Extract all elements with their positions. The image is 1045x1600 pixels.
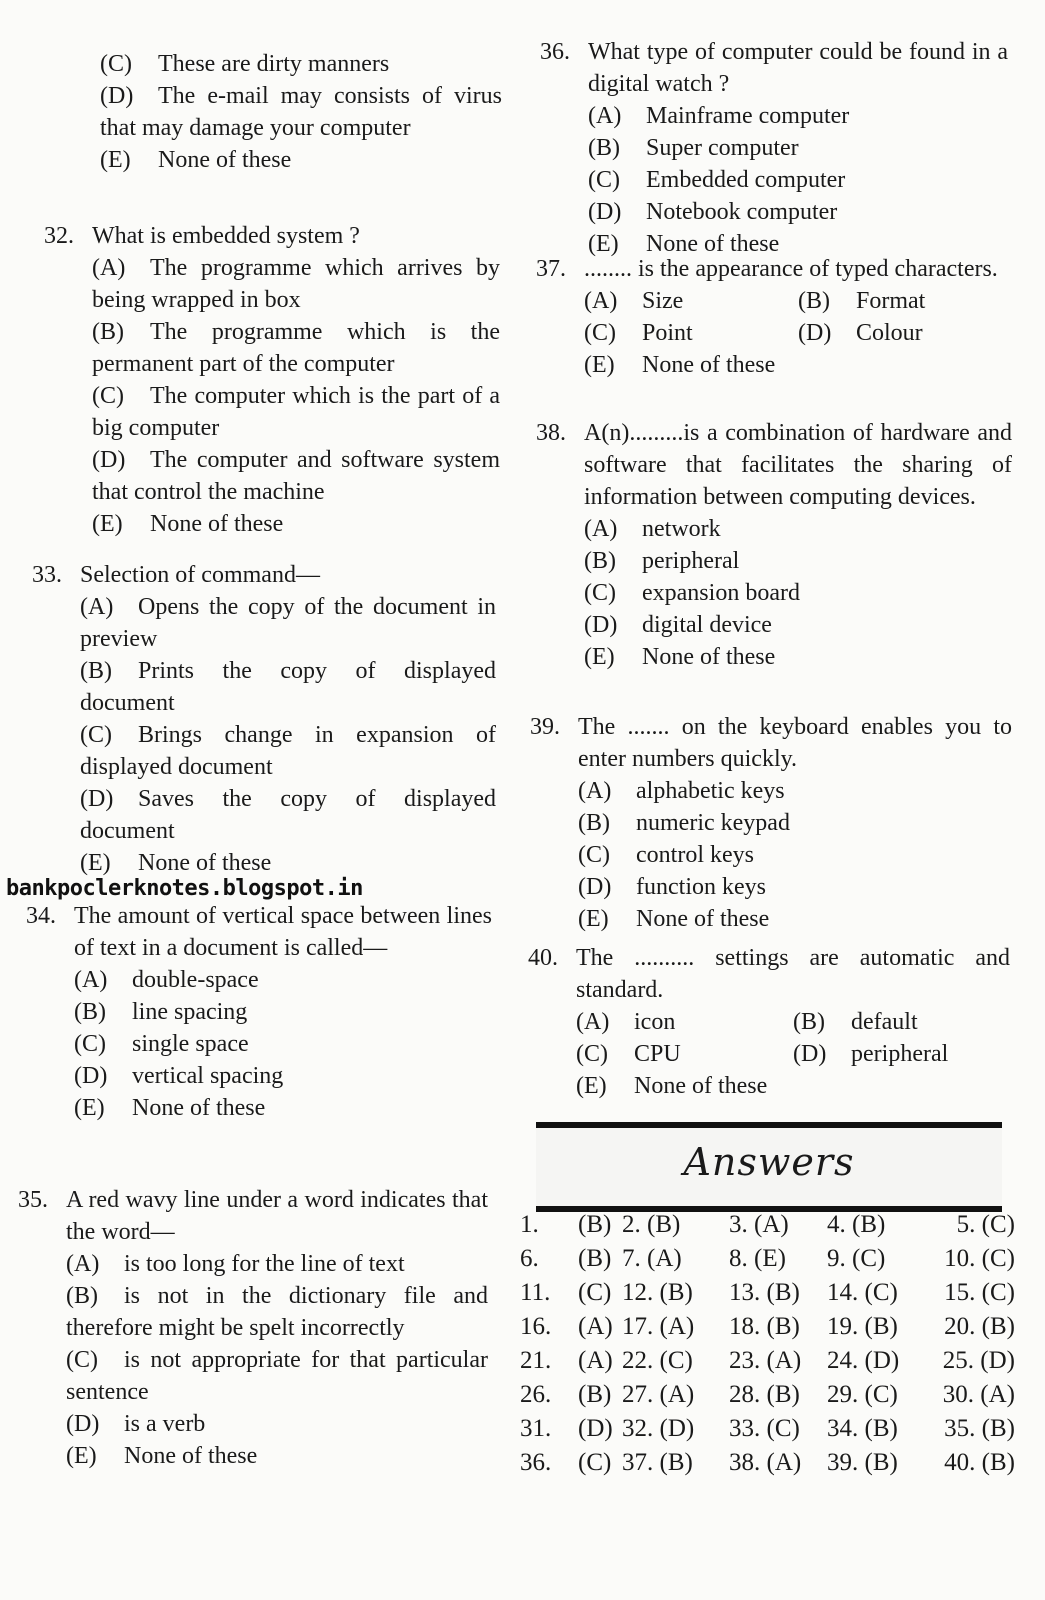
question-number: 37. (536, 256, 566, 282)
answer-cell: (B) (578, 1211, 612, 1238)
option-label: (E) (578, 906, 609, 932)
option-text: Super computer (646, 135, 799, 161)
answer-cell: 2. (B) (622, 1211, 681, 1238)
option-text: The computer and software system that control the machine (92, 447, 500, 505)
option-text: digital device (642, 612, 772, 638)
option-text: Opens the copy of the document in preview (80, 594, 496, 652)
option-text: The e-mail may consists of virus that may damage your computer (100, 83, 502, 141)
question-number: 38. (536, 420, 566, 446)
option (74, 1092, 492, 1124)
option-text: None of these (646, 231, 780, 257)
question-35 (18, 1184, 488, 1472)
question-text: The .......... settings are automatic and standard. (576, 945, 1010, 1003)
option-text: None of these (150, 511, 284, 537)
option-label: (C) (578, 842, 610, 868)
question-header (540, 36, 1008, 100)
answer-cell: 38. (A) (729, 1449, 802, 1476)
option-label: (B) (66, 1283, 98, 1309)
option-text: Mainframe computer (646, 103, 850, 129)
option (584, 513, 1012, 545)
option (92, 508, 500, 540)
answer-cell: 12. (B) (622, 1279, 693, 1306)
option-label: (A) (66, 1251, 100, 1277)
answer-cell: 16. (520, 1313, 552, 1340)
option (74, 1028, 492, 1060)
option-text: Notebook computer (646, 199, 838, 225)
answer-cell: (C) (578, 1279, 612, 1306)
option-label: (E) (66, 1443, 97, 1469)
question-40 (528, 942, 1010, 1102)
question-37 (536, 253, 1012, 381)
answer-cell: 4. (B) (827, 1211, 886, 1238)
option-label: (A) (92, 255, 126, 281)
option-label: (D) (92, 447, 126, 473)
option-text: icon (634, 1009, 676, 1035)
answer-row (520, 1276, 1015, 1310)
option-text: The programme which is the permanent part of the computer (92, 319, 500, 377)
answer-cell: 28. (B) (729, 1381, 800, 1408)
answer-row (520, 1446, 1015, 1480)
option (100, 144, 502, 176)
question-header (32, 559, 496, 591)
option-text: None of these (124, 1443, 258, 1469)
option-label: (A) (80, 594, 114, 620)
question-text: What type of computer could be found in a digital watch ? (588, 39, 1008, 97)
option-text: CPU (634, 1041, 681, 1067)
option-text: function keys (636, 874, 766, 900)
option (578, 903, 1012, 935)
answer-cell: 39. (B) (827, 1449, 898, 1476)
option-label: (C) (584, 580, 616, 606)
option (578, 839, 1012, 871)
option (578, 871, 1012, 903)
option (588, 132, 1008, 164)
question-number: 32. (44, 223, 74, 249)
option-text: Embedded computer (646, 167, 846, 193)
question-text: Selection of command— (80, 562, 320, 588)
option-label: (E) (92, 511, 123, 537)
option-label: (C) (92, 383, 124, 409)
option-label: (D) (100, 83, 134, 109)
answer-row (520, 1344, 1015, 1378)
option-label: (B) (80, 658, 112, 684)
option-label: (C) (74, 1031, 106, 1057)
option-text: Size (642, 288, 684, 314)
option-text: None of these (642, 352, 776, 378)
question-number: 39. (530, 714, 560, 740)
answer-cell: 25. (D) (942, 1347, 1015, 1374)
option-label: (E) (80, 850, 111, 876)
option-label: (B) (584, 548, 616, 574)
answer-cell: 24. (D) (827, 1347, 900, 1374)
option-label: (E) (74, 1095, 105, 1121)
question-number: 35. (18, 1187, 48, 1213)
option-text: network (642, 516, 721, 542)
option (66, 1248, 488, 1280)
option-text: None of these (138, 850, 272, 876)
option-text: Brings change in expansion of displayed document (80, 722, 496, 780)
option-label: (E) (584, 352, 615, 378)
option-label: (E) (576, 1073, 607, 1099)
option (66, 1408, 488, 1440)
answer-cell: 20. (B) (944, 1313, 1015, 1340)
answer-cell: 7. (A) (622, 1245, 682, 1272)
option-label: (B) (588, 135, 620, 161)
option-label: (E) (584, 644, 615, 670)
option-text: is not in the dictionary file and therefore might be spelt incorrectly (66, 1283, 488, 1341)
option (74, 1060, 492, 1092)
question-header (530, 711, 1012, 775)
option-label: (A) (576, 1009, 610, 1035)
answer-cell: 27. (A) (622, 1381, 695, 1408)
answers-title: Answers (683, 1140, 855, 1184)
answers-header-box (536, 1122, 1002, 1212)
option-text: expansion board (642, 580, 800, 606)
option (578, 775, 1012, 807)
option-label: (D) (578, 874, 612, 900)
option-label: (D) (66, 1411, 100, 1437)
options-grid (576, 1006, 1010, 1070)
option-label: (C) (576, 1041, 608, 1067)
option-text: is a verb (124, 1411, 206, 1437)
option-text: Saves the copy of displayed document (80, 786, 496, 844)
option (793, 1006, 1010, 1038)
option-label: (C) (100, 51, 132, 77)
answer-cell: 10. (C) (944, 1245, 1015, 1272)
option-text: alphabetic keys (636, 778, 785, 804)
question-number: 36. (540, 39, 570, 65)
question-header (528, 942, 1010, 1006)
option-label: (D) (588, 199, 622, 225)
question-text: ........ is the appearance of typed characters. (584, 256, 998, 282)
answer-cell: 13. (B) (729, 1279, 800, 1306)
answer-cell: 26. (520, 1381, 552, 1408)
answer-cell: 17. (A) (622, 1313, 695, 1340)
answer-cell: 19. (B) (827, 1313, 898, 1340)
answer-cell: 29. (C) (827, 1381, 898, 1408)
option-label: (B) (798, 288, 830, 314)
q31-continued (100, 48, 502, 176)
answer-cell: 23. (A) (729, 1347, 802, 1374)
answer-cell: 31. (520, 1415, 552, 1442)
question-34 (26, 900, 492, 1124)
option-text: peripheral (851, 1041, 949, 1067)
answer-cell: 30. (A) (942, 1381, 1015, 1408)
answer-cell: 11. (520, 1279, 551, 1306)
question-32 (44, 220, 500, 540)
option-text: None of these (636, 906, 770, 932)
option-text: None of these (642, 644, 776, 670)
answer-cell: 22. (C) (622, 1347, 693, 1374)
option (798, 285, 1012, 317)
option (584, 349, 1012, 381)
option-label: (A) (578, 778, 612, 804)
option (66, 1440, 488, 1472)
answer-cell: 14. (C) (827, 1279, 898, 1306)
watermark: bankpoclerknotes.blogspot.in (6, 876, 363, 901)
answer-cell: 5. (C) (956, 1211, 1015, 1238)
option (576, 1070, 1010, 1102)
option-text: is not appropriate for that particular sentence (66, 1347, 488, 1405)
option-label: (A) (588, 103, 622, 129)
option-label: (A) (74, 967, 108, 993)
option-text: line spacing (132, 999, 248, 1025)
option-label: (C) (66, 1347, 98, 1373)
option-text: default (851, 1009, 918, 1035)
option (793, 1038, 1010, 1070)
question-header (44, 220, 500, 252)
option (66, 1344, 488, 1408)
answer-cell: 1. (520, 1211, 539, 1238)
option-label: (B) (74, 999, 106, 1025)
option-text: single space (132, 1031, 249, 1057)
option-text: Point (642, 320, 693, 346)
question-header (26, 900, 492, 964)
option (80, 847, 496, 879)
answer-cell: 36. (520, 1449, 552, 1476)
option (578, 807, 1012, 839)
option (584, 577, 1012, 609)
option-label: (C) (588, 167, 620, 193)
answer-cell: 9. (C) (827, 1245, 886, 1272)
option-text: None of these (132, 1095, 266, 1121)
question-header (18, 1184, 488, 1248)
answer-row (520, 1378, 1015, 1412)
option (576, 1006, 793, 1038)
answer-cell: 35. (B) (944, 1415, 1015, 1442)
option (588, 164, 1008, 196)
option-label: (B) (793, 1009, 825, 1035)
option (588, 100, 1008, 132)
option (584, 641, 1012, 673)
option-label: (A) (584, 516, 618, 542)
question-38 (536, 417, 1012, 673)
answer-cell: 15. (C) (944, 1279, 1015, 1306)
option (584, 545, 1012, 577)
option (92, 316, 500, 380)
answer-cell: (D) (578, 1415, 613, 1442)
answer-row (520, 1412, 1015, 1446)
question-header (536, 417, 1012, 513)
option-text: The computer which is the part of a big computer (92, 383, 500, 441)
answer-cell: 8. (E) (729, 1245, 786, 1272)
option (584, 609, 1012, 641)
answer-row (520, 1208, 1015, 1242)
answer-row (520, 1242, 1015, 1276)
option-text: double-space (132, 967, 259, 993)
option-label: (A) (584, 288, 618, 314)
option (80, 719, 496, 783)
question-text: The ....... on the keyboard enables you to enter numbers quickly. (578, 714, 1012, 772)
option-label: (D) (80, 786, 114, 812)
answer-cell: 40. (B) (944, 1449, 1015, 1476)
option (74, 996, 492, 1028)
option (798, 317, 1012, 349)
option-text: None of these (158, 147, 292, 173)
option (584, 285, 798, 317)
option-label: (D) (793, 1041, 827, 1067)
answer-cell: 18. (B) (729, 1313, 800, 1340)
option (80, 591, 496, 655)
option-text: None of these (634, 1073, 768, 1099)
answer-cell: 34. (B) (827, 1415, 898, 1442)
option (588, 196, 1008, 228)
question-text: What is embedded system ? (92, 223, 360, 249)
answer-cell: 21. (520, 1347, 552, 1374)
option (80, 655, 496, 719)
answer-cell: (A) (578, 1313, 613, 1340)
option-text: control keys (636, 842, 754, 868)
option-label: (B) (578, 810, 610, 836)
option (100, 48, 502, 80)
option-text: Prints the copy of displayed document (80, 658, 496, 716)
question-number: 33. (32, 562, 62, 588)
answer-cell: (A) (578, 1347, 613, 1374)
option (92, 444, 500, 508)
answer-cell: 37. (B) (622, 1449, 693, 1476)
question-header (536, 253, 1012, 285)
option-text: numeric keypad (636, 810, 790, 836)
option-label: (E) (588, 231, 619, 257)
answer-cell: (B) (578, 1245, 612, 1272)
question-text: The amount of vertical space between lines of text in a document is called— (74, 903, 492, 961)
question-39 (530, 711, 1012, 935)
answer-cell: 33. (C) (729, 1415, 800, 1442)
option-text: is too long for the line of text (124, 1251, 405, 1277)
answer-cell: (C) (578, 1449, 612, 1476)
question-33 (32, 559, 496, 879)
answer-key (520, 1208, 1015, 1480)
option-text: The programme which arrives by being wrapped in box (92, 255, 500, 313)
option (92, 252, 500, 316)
question-text: A(n).........is a combination of hardware and software that facilitates the sharing of information between computing devices. (584, 420, 1012, 510)
answer-row (520, 1310, 1015, 1344)
option (584, 317, 798, 349)
options-grid (584, 285, 1012, 349)
option-text: Format (856, 288, 926, 314)
option (80, 783, 496, 847)
option (576, 1038, 793, 1070)
option (66, 1280, 488, 1344)
answer-cell: 3. (A) (729, 1211, 789, 1238)
option-label: (E) (100, 147, 131, 173)
answer-cell: (B) (578, 1381, 612, 1408)
option-label: (C) (80, 722, 112, 748)
option (74, 964, 492, 996)
option (92, 380, 500, 444)
question-number: 34. (26, 903, 56, 929)
question-36 (540, 36, 1008, 260)
question-text: A red wavy line under a word indicates that the word— (66, 1187, 488, 1245)
option-label: (D) (584, 612, 618, 638)
option (100, 80, 502, 144)
option-text: vertical spacing (132, 1063, 284, 1089)
option-label: (B) (92, 319, 124, 345)
question-number: 40. (528, 945, 558, 971)
option-label: (D) (798, 320, 832, 346)
option-text: These are dirty manners (158, 51, 390, 77)
option-text: peripheral (642, 548, 740, 574)
answer-cell: 32. (D) (622, 1415, 695, 1442)
option-label: (D) (74, 1063, 108, 1089)
option-label: (C) (584, 320, 616, 346)
answer-cell: 6. (520, 1245, 539, 1272)
option-text: Colour (856, 320, 923, 346)
